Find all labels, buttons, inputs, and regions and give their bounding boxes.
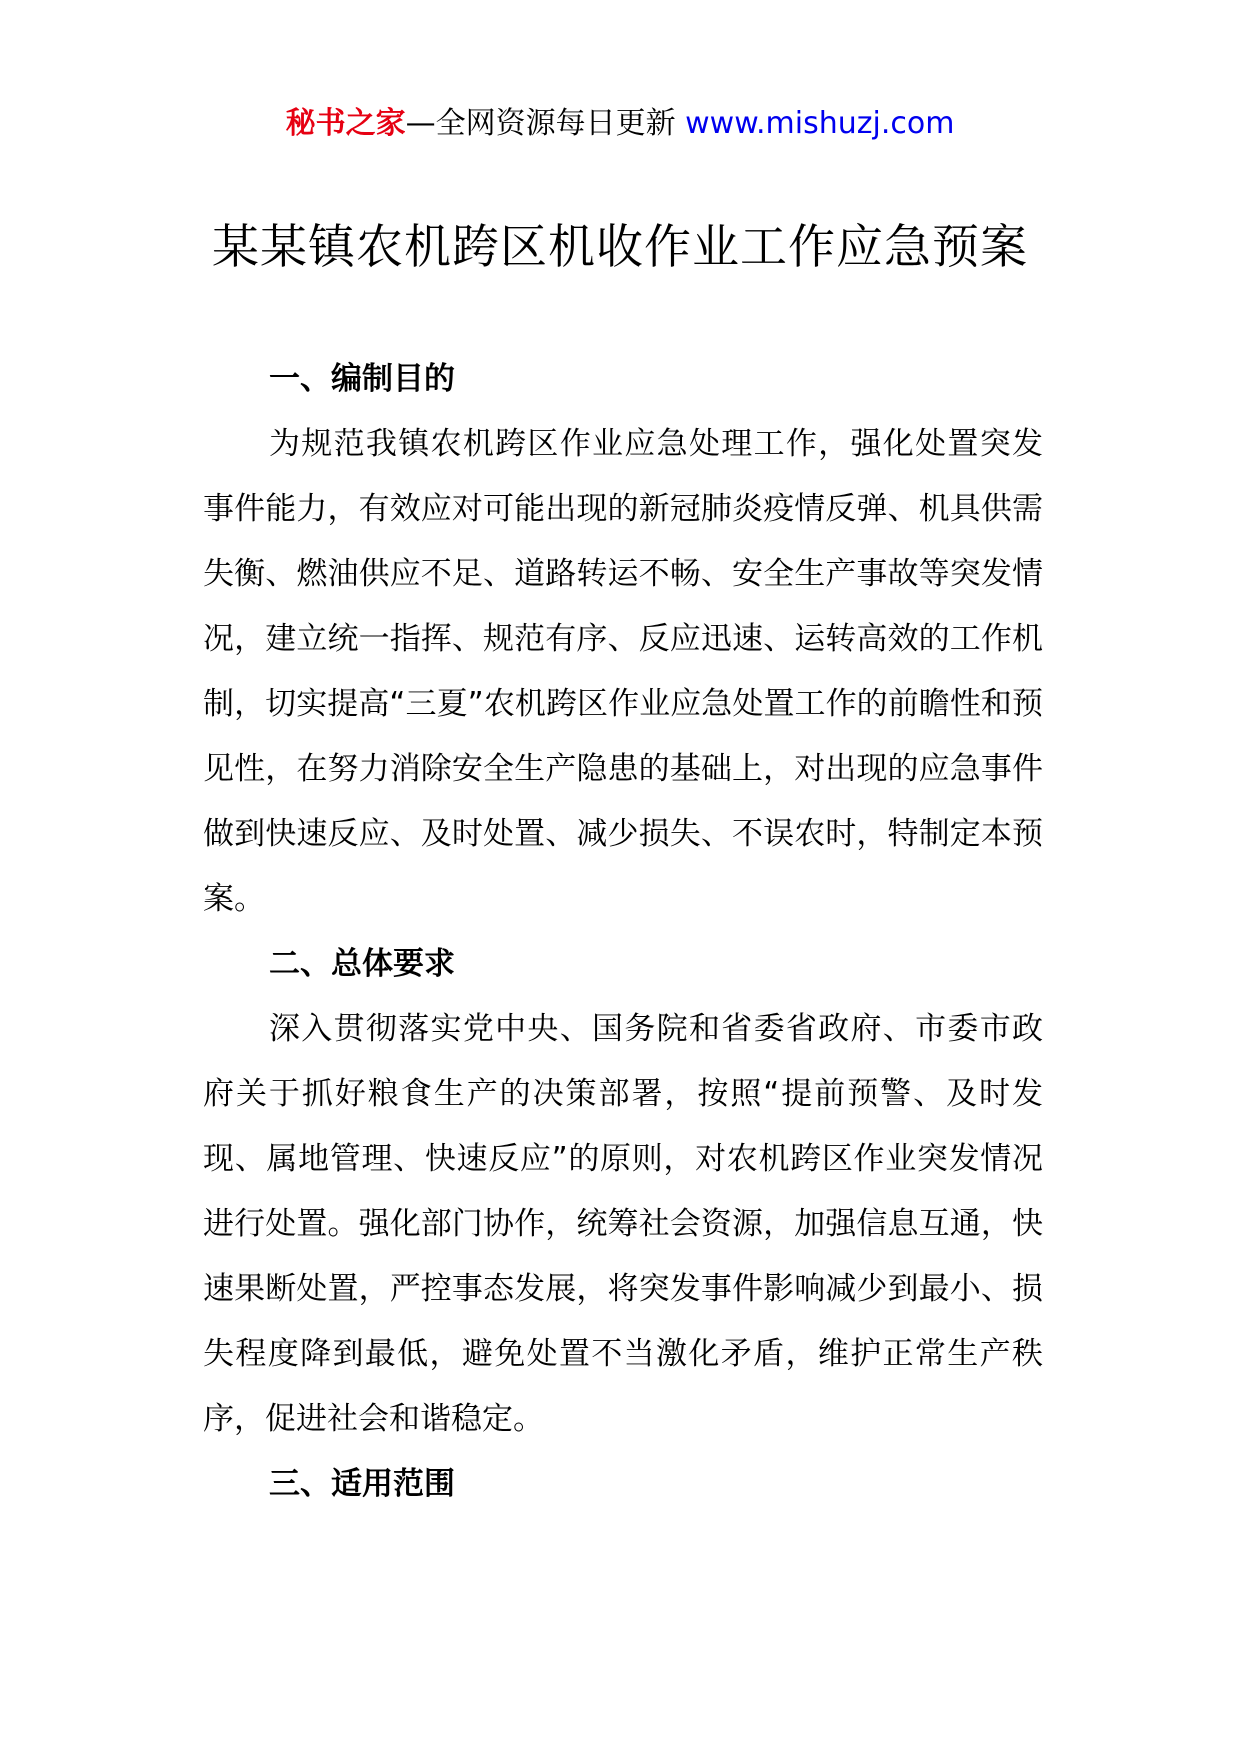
section-heading-requirements: 二、总体要求 [269,946,455,982]
site-header-banner [0,100,1240,148]
site-brand: 秘书之家 [285,106,406,141]
section-paragraph-purpose: 为规范我镇农机跨区作业应急处理工作，强化处置突发事件能力，有效应对可能出现的新冠肺炎疫情反弹、机具供需失衡、燃油供应不足、道路转运不畅、安全生产事故等突发情况，建立统一指挥、规范有序、反应迅速、运转高效的工作机制，切实提高“三夏”农机跨区作业应急处置工作的前瞻性和预见性，在努力消除安全生产隐患的基础上，对出现的应急事件做到快速反应、及时处置、减少损失、不误农时，特制定本预案。 [203,426,1043,917]
site-url-link[interactable]: www.mishuzj.com [685,106,955,141]
document-body [203,347,1043,1517]
section-heading-scope: 三、适用范围 [269,1466,455,1502]
section-heading-purpose: 一、编制目的 [269,361,455,397]
document-title: 某某镇农机跨区机收作业工作应急预案 [212,220,1028,275]
section-paragraph-requirements: 深入贯彻落实党中央、国务院和省委省政府、市委市政府关于抓好粮食生产的决策部署，按照“提前预警、及时发现、属地管理、快速反应”的原则，对农机跨区作业突发情况进行处置。强化部门协作，统筹社会资源，加强信息互通，快速果断处置，严控事态发展，将突发事件影响减少到最小、损失程度降到最低，避免处置不当激化矛盾，维护正常生产秩序，促进社会和谐稳定。 [203,1011,1043,1437]
site-tagline: —全网资源每日更新 [405,106,686,141]
